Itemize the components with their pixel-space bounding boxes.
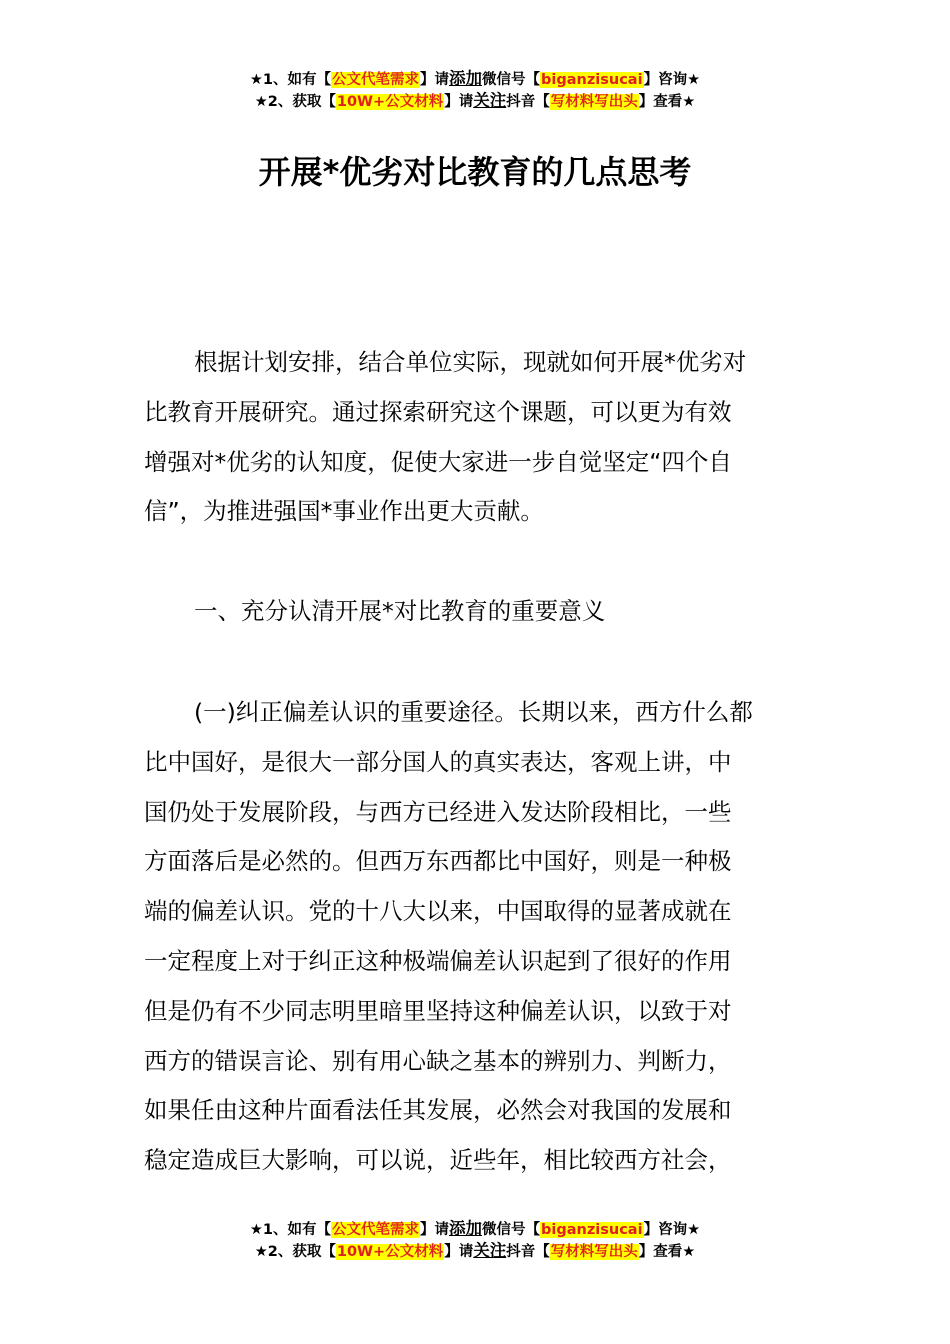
paragraph-line: 信”，为推进强国*事业作出更大贡献。 <box>144 497 544 526</box>
section-heading <box>144 587 808 637</box>
banner-line-2 <box>0 90 950 112</box>
footer-banner <box>0 1218 950 1262</box>
banner-highlight: 公文代笔需求 <box>332 72 420 88</box>
banner-line-2 <box>0 1240 950 1262</box>
paragraph-line: 比教育开展研究。通过探索研究这个课题，可以更为有效 <box>144 397 732 426</box>
document-title: 开展*优劣对比教育的几点思考 <box>258 153 692 191</box>
banner-text: 微信号【 <box>482 1222 541 1238</box>
paragraph-line: 但是仍有不少同志明里暗里坚持这种偏差认识，以致于对 <box>144 996 732 1025</box>
heading-text: 一、充分认清开展*对比教育的重要意义 <box>194 597 606 625</box>
banner-highlight: 写材料写出头 <box>550 1244 638 1260</box>
banner-emphasis: 关注 <box>473 1241 507 1260</box>
paragraph-line: 方面落后是必然的。但西万东西都比中国好，则是一种极 <box>144 847 732 876</box>
paragraph-line: 端的偏差认识。党的十八大以来，中国取得的显著成就在 <box>144 897 732 926</box>
banner-text: 】请 <box>444 94 474 110</box>
banner-highlight: 10W+公文材料 <box>336 1244 444 1260</box>
banner-text: 】咨询★ <box>643 1222 701 1238</box>
banner-text: ★1、如有【 <box>249 1222 332 1238</box>
banner-highlight: biganzisucai <box>541 72 643 88</box>
paragraph-line: 根据计划安排，结合单位实际，现就如何开展*优劣对 <box>194 348 747 376</box>
banner-text: 微信号【 <box>482 72 541 88</box>
banner-emphasis: 关注 <box>473 91 507 110</box>
banner-text: ★2、获取【 <box>254 1244 336 1260</box>
paragraph-line: 增强对*优劣的认知度，促使大家进一步自觉坚定“四个自 <box>144 447 732 476</box>
banner-highlight: 写材料写出头 <box>550 94 638 110</box>
banner-text: 】请 <box>420 1222 450 1238</box>
banner-text: 】查看★ <box>638 1244 696 1260</box>
banner-text: 抖音【 <box>506 94 550 110</box>
paragraph-line: 一定程度上对于纠正这种极端偏差认识起到了很好的作用 <box>144 946 732 975</box>
body-paragraph <box>144 688 808 1186</box>
banner-text: 抖音【 <box>506 1244 550 1260</box>
paragraph-line: (一)纠正偏差认识的重要途径。长期以来，西方什么都 <box>194 698 753 726</box>
paragraph-line: 西方的错误言论、别有用心缺之基本的辨别力、判断力， <box>144 1046 732 1075</box>
banner-emphasis: 添加 <box>449 1219 483 1238</box>
paragraph-line: 比中国好，是很大一部分国人的真实表达，客观上讲，中 <box>144 747 732 776</box>
banner-text: ★1、如有【 <box>249 72 332 88</box>
banner-text: ★2、获取【 <box>254 94 336 110</box>
banner-highlight: 10W+公文材料 <box>336 94 444 110</box>
paragraph-line: 稳定造成巨大影响，可以说，近些年，相比较西方社会， <box>144 1146 732 1175</box>
paragraph-line: 国仍处于发展阶段，与西方已经进入发达阶段相比，一些 <box>144 797 732 826</box>
banner-line-1 <box>0 68 950 90</box>
banner-text: 】咨询★ <box>643 72 701 88</box>
banner-emphasis: 添加 <box>449 69 483 88</box>
banner-text: 】请 <box>420 72 450 88</box>
banner-text: 】请 <box>444 1244 474 1260</box>
banner-line-1 <box>0 1218 950 1240</box>
paragraph-line: 如果任由这种片面看法任其发展，必然会对我国的发展和 <box>144 1096 732 1125</box>
banner-text: 】查看★ <box>638 94 696 110</box>
banner-highlight: 公文代笔需求 <box>332 1222 420 1238</box>
intro-paragraph <box>144 338 808 537</box>
header-banner <box>0 68 950 112</box>
banner-highlight: biganzisucai <box>541 1222 643 1238</box>
